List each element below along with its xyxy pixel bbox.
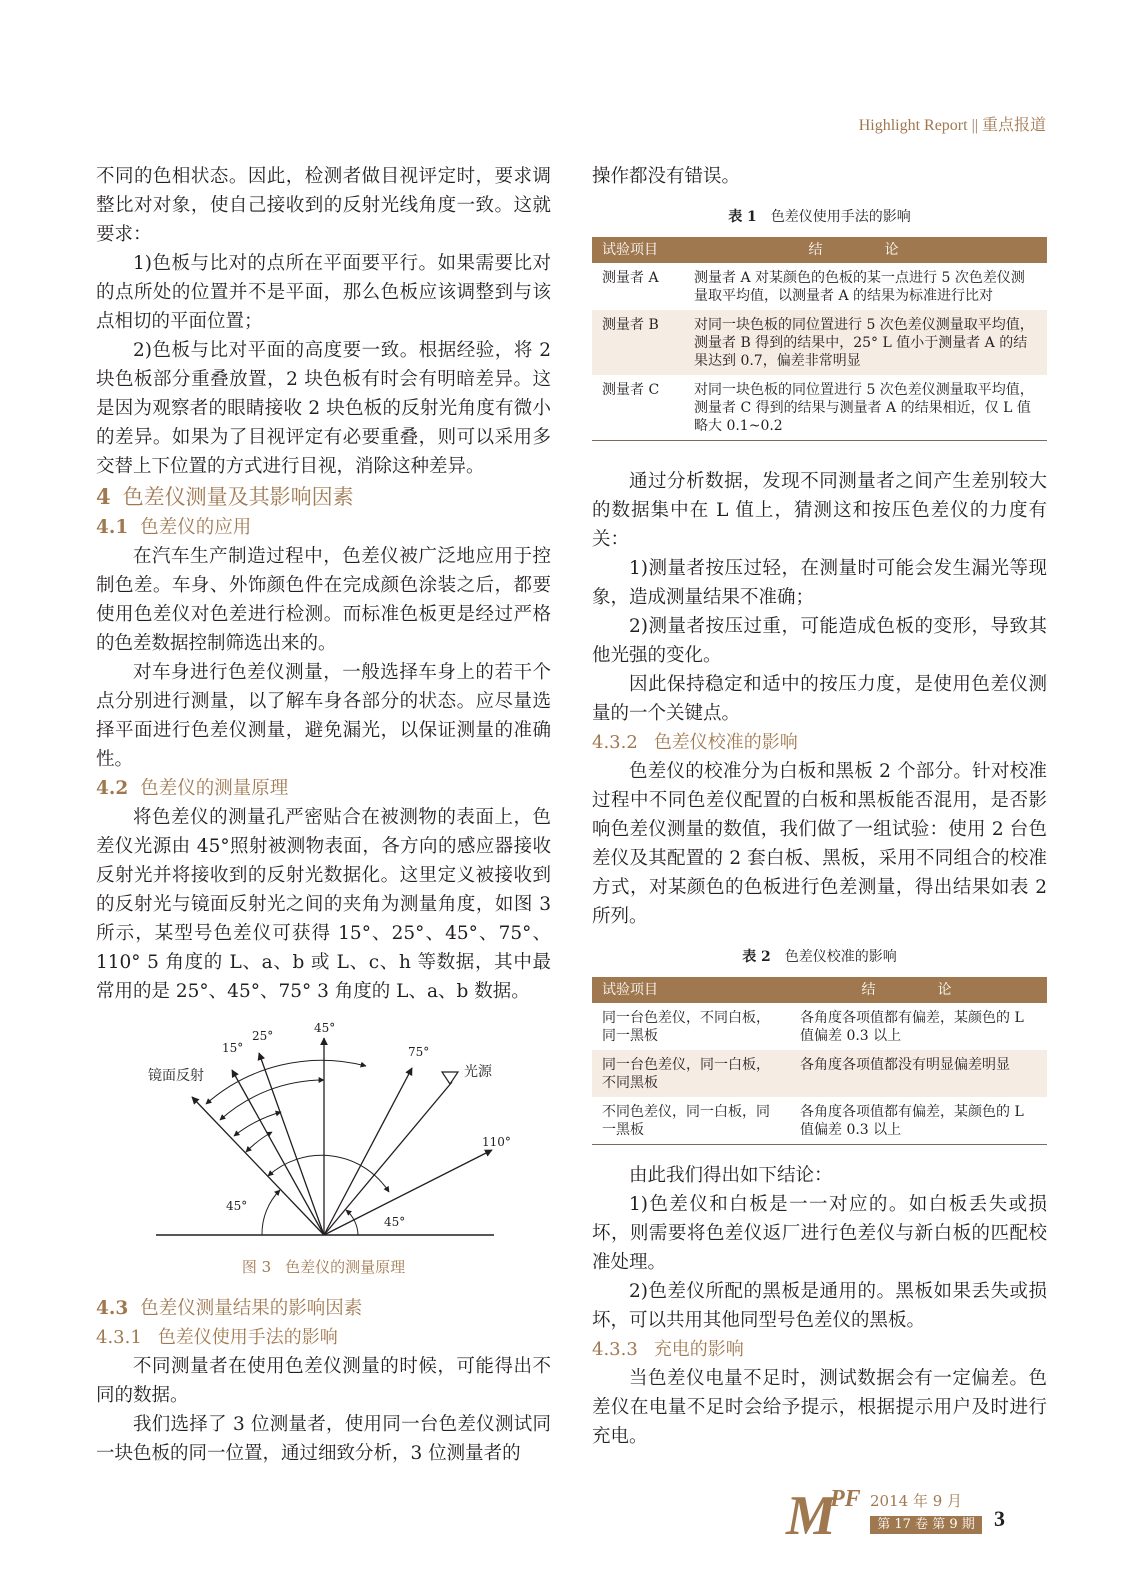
figure-caption: [96, 1256, 551, 1278]
table-row: [592, 1050, 1047, 1097]
figure-3: [96, 1020, 551, 1278]
table-header-cell: 试验项目: [592, 237, 684, 263]
table-cell-conclusion: 对同一块色板的同位置进行 5 次色差仪测量取平均值，测量者 C 得到的结果与测量者 A 的结果相近，仅 L 值略大 0.1~0.2: [684, 375, 1047, 441]
figure-number: 图 3: [241, 1258, 272, 1276]
table-2: [592, 977, 1047, 1145]
table-title: 色差仪使用手法的影响: [770, 209, 911, 225]
table-cell-item: 同一台色差仪，不同白板，同一黑板: [602, 1010, 770, 1044]
page-number: 3: [994, 1506, 1005, 1531]
paragraph: 2)色差仪所配的黑板是通用的。黑板如果丢失或损坏，可以共用其他同型号色差仪的黑板。: [592, 1281, 1047, 1331]
page-footer: [786, 1486, 1046, 1550]
label-15: 15°: [221, 1041, 243, 1055]
paragraph: 1)测量者按压过轻，在测量时可能会发生漏光等现象，造成测量结果不准确；: [592, 558, 1047, 608]
arc-75: [206, 1060, 366, 1104]
paragraph: 通过分析数据，发现不同测量者之间产生差别较大的数据集中在 L 值上，猜测这和按压色差仪的力度有关：: [592, 471, 1047, 550]
left-column: [96, 162, 551, 1468]
paragraph: 2)测量者按压过重，可能造成色板的变形，导致其他光强的变化。: [592, 616, 1047, 666]
section-heading-4-1: [96, 513, 551, 542]
paragraph: 色差仪的校准分为白板和黑板 2 个部分。针对校准过程中不同色差仪配置的白板和黑板能否混用，是否影响色差仪测量的数值，我们做了一组试验：使用 2 台色差仪及其配置的 2 套白板、黑板，采用不同组合的校准方式，对某颜色的色板进行色差测量，得出结果如表 2 所列。: [592, 761, 1047, 927]
section-title: 色差仪测量结果的影响因素: [140, 1298, 363, 1319]
section-number: 4.3.3: [592, 1339, 638, 1360]
section-title: 色差仪的测量原理: [140, 778, 289, 799]
section-title: 色差仪使用手法的影响: [157, 1327, 338, 1348]
table-cell-item: 测量者 B: [592, 310, 684, 375]
volume-issue-badge: 第 17 卷 第 9 期: [870, 1516, 982, 1534]
table-row: [592, 1003, 1047, 1050]
section-number: 4.3.1: [96, 1327, 142, 1348]
table-cell-item: 测量者 A: [602, 270, 659, 286]
light-source-icon: [442, 1072, 458, 1084]
table-title: 色差仪校准的影响: [784, 949, 897, 965]
section-number: 4.2: [96, 778, 129, 799]
table-row: [592, 310, 1047, 375]
header-separator: ||: [971, 117, 978, 134]
table-cell-conclusion: 测量者 A 对某颜色的色板的某一点进行 5 次色差仪测量取平均值，以测量者 A 的结果为标准进行比对: [694, 270, 1025, 304]
table-2-caption: [592, 947, 1047, 967]
table-cell-conclusion: 各角度各项值都有偏差，某颜色的 L 值偏差 0.3 以上: [790, 1097, 1047, 1145]
table-header-row: [592, 977, 1047, 1003]
paragraph: 2)色板与比对平面的高度要一致。根据经验，将 2 块色板部分重叠放置，2 块色板有时会有明暗差异。这是因为观察者的眼睛接收 2 块色板的反射光角度有微小的差异。如果为了目视评定有必要重叠，则可以采用多交替上下位置的方式进行目视，消除这种差异。: [96, 340, 551, 477]
table-header-cell: 结 论: [684, 237, 1047, 263]
paragraph: 不同的色相状态。因此，检测者做目视评定时，要求调整比对对象，使自己接收到的反射光线角度一致。这就要求：: [96, 166, 551, 245]
paragraph: 1)色板与比对的点所在平面要平行。如果需要比对的点所处的位置并不是平面，那么色板应该调整到与该点相切的平面位置；: [96, 253, 551, 332]
table-row: [592, 375, 1047, 441]
table-cell-item: 测量者 C: [592, 375, 684, 441]
section-heading-4: [96, 481, 551, 513]
table-row: [592, 1097, 1047, 1145]
section-heading-4-3: [96, 1294, 551, 1323]
table-cell-item: 同一台色差仪，同一白板，不同黑板: [592, 1050, 790, 1097]
section-number: 4.3.2: [592, 732, 638, 753]
figure-title: 色差仪的测量原理: [285, 1258, 406, 1276]
section-title: 色差仪校准的影响: [653, 732, 798, 753]
table-header-row: [592, 237, 1047, 263]
label-light-source: 光源: [463, 1064, 492, 1080]
section-number: 4.3: [96, 1298, 129, 1319]
label-45-left: 45°: [225, 1199, 247, 1213]
section-number: 4.1: [96, 517, 129, 538]
journal-logo-pf: PF: [830, 1486, 861, 1512]
paragraph: 在汽车生产制造过程中，色差仪被广泛地应用于控制色差。车身、外饰颜色件在完成颜色涂装之后，都要使用色差仪对色差进行检测。而标准色板更是经过严格的色差数据控制筛选出来的。: [96, 546, 551, 654]
table-header-cell: 结 论: [790, 977, 1047, 1003]
issue-date: 2014 年 9 月: [870, 1492, 963, 1510]
label-mirror: 镜面反射: [147, 1068, 204, 1084]
paragraph: 当色差仪电量不足时，测试数据会有一定偏差。色差仪在电量不足时会给予提示，根据提示用户及时进行充电。: [592, 1368, 1047, 1447]
arc-110: [268, 1155, 389, 1192]
table-cell-item: 不同色差仪，同一白板，同一黑板: [592, 1097, 790, 1145]
paragraph: 由此我们得出如下结论：: [629, 1165, 833, 1186]
header-english: Highlight Report: [858, 117, 968, 134]
paragraph: 操作都没有错误。: [592, 166, 741, 187]
section-title: 色差仪测量及其影响因素: [122, 485, 354, 509]
arc-45: [220, 1080, 324, 1120]
arc-incidence-left: [261, 1190, 279, 1235]
header-chinese: 重点报道: [981, 117, 1046, 134]
journal-logo-m: M: [786, 1485, 836, 1547]
label-45: 45°: [313, 1021, 335, 1035]
ray-75: [324, 1068, 412, 1235]
table-number: 表 2: [742, 949, 771, 965]
section-title: 色差仪的应用: [140, 517, 252, 538]
paragraph: 对车身进行色差仪测量，一般选择车身上的若干个点分别进行测量，以了解车身各部分的状态。应尽量选择平面进行色差仪测量，避免漏光，以保证测量的准确性。: [96, 662, 551, 770]
label-75: 75°: [407, 1045, 429, 1059]
section-heading-4-3-3: [592, 1335, 1047, 1364]
label-25: 25°: [251, 1029, 273, 1043]
section-number: 4: [96, 484, 111, 509]
table-1-caption: [592, 207, 1047, 227]
paragraph: 不同测量者在使用色差仪测量的时候，可能得出不同的数据。: [96, 1356, 551, 1406]
paragraph: 1)色差仪和白板是一一对应的。如白板丢失或损坏，则需要将色差仪返厂进行色差仪与新白板的匹配校准处理。: [592, 1194, 1047, 1273]
ray-110: [324, 1150, 492, 1235]
running-header: [859, 112, 1046, 135]
section-heading-4-3-1: [96, 1323, 551, 1352]
table-cell-conclusion: 对同一块色板的同位置进行 5 次色差仪测量取平均值，测量者 B 得到的结果中，25° L 值小于测量者 A 的结果达到 0.7，偏差非常明显: [684, 310, 1047, 375]
table-number: 表 1: [728, 209, 757, 225]
section-heading-4-2: [96, 774, 551, 803]
paragraph: 将色差仪的测量孔严密贴合在被测物的表面上，色差仪光源由 45°照射被测物表面，各方向的感应器接收反射光并将接收到的反射光数据化。这里定义被接收到的反射光与镜面反射光之间的夹角为测量角度，如图 3 所示，某型号色差仪可获得 15°、25°、45°、75°、110° 5 角度的 L、a、b 或 L、c、h 等数据，其中最常用的是 25°、45°、75° 3 角度的 L、a、b 数据。: [96, 807, 551, 1002]
label-45-right: 45°: [383, 1215, 405, 1229]
paragraph: 我们选择了 3 位测量者，使用同一台色差仪测试同一块色板的同一位置，通过细致分析，3 位测量者的: [96, 1414, 551, 1464]
label-110: 110°: [481, 1135, 511, 1149]
table-cell-conclusion: 各角度各项值都有偏差，某颜色的 L 值偏差 0.3 以上: [800, 1010, 1024, 1044]
table-cell-conclusion: 各角度各项值都没有明显偏差明显: [790, 1050, 1047, 1097]
table-header-cell: 试验项目: [592, 977, 790, 1003]
section-heading-4-3-2: [592, 728, 1047, 757]
section-title: 充电的影响: [653, 1339, 744, 1360]
table-1: [592, 237, 1047, 441]
paragraph: 因此保持稳定和适中的按压力度，是使用色差仪测量的一个关键点。: [592, 674, 1047, 724]
right-column: [592, 162, 1047, 1451]
table-row: [592, 263, 1047, 310]
measurement-angle-diagram: [134, 1020, 514, 1250]
